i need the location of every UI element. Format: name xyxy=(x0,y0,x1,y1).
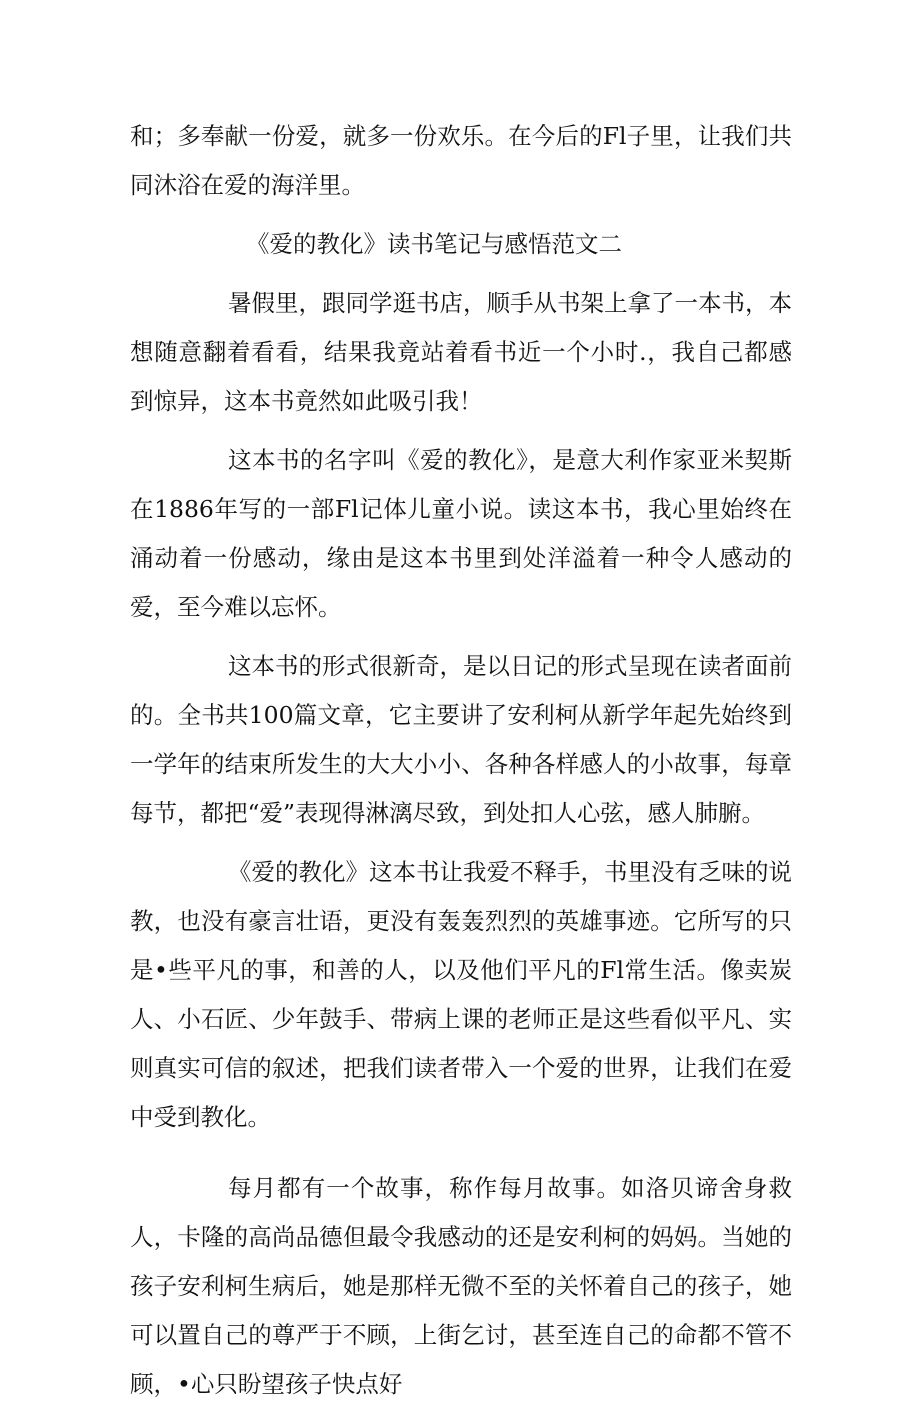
paragraph-5: 每月都有一个故事，称作每月故事。如洛贝谛舍身救人，卡隆的高尚品德但最令我感动的还是安利柯的妈妈。当她的孩子安利柯生病后，她是那样无微不至的关怀着自己的孩子，她可以置自己的尊严于不顾，上街乞讨，甚至连自己的命都不管不顾，•心只盼望孩子快点好 xyxy=(130,1174,792,1398)
paragraph-gap xyxy=(130,1142,792,1164)
paragraph-continued: 和；多奉献一份爱，就多一份欢乐。在今后的Fl子里，让我们共同沐浴在爱的海洋里。 xyxy=(130,122,792,199)
paragraph-3: 这本书的形式很新奇，是以日记的形式呈现在读者面前的。全书共100篇文章，它主要讲了安利柯从新学年起先始终到一学年的结束所发生的大大小小、各种各样感人的小故事，每章每节，都把“爱”表现得淋漓尽致，到处扣人心弦，感人肺腑。 xyxy=(130,652,792,827)
paragraph-gap xyxy=(130,632,792,642)
paragraph-1: 暑假里，跟同学逛书店，顺手从书架上拿了一本书，本想随意翻着看看，结果我竟站着看书近一个小时.，我自己都感到惊异，这本书竟然如此吸引我！ xyxy=(130,289,792,415)
paragraph-2: 这本书的名字叫《爱的教化》，是意大利作家亚米契斯在1886年写的一部Fl记体儿童小说。读这本书，我心里始终在涌动着一份感动，缘由是这本书里到处洋溢着一种令人感动的爱，至今难以忘怀。 xyxy=(130,446,792,621)
paragraph-4: 《爱的教化》这本书让我爱不释手，书里没有乏味的说教，也没有豪言壮语，更没有轰轰烈烈的英雄事迹。它所写的只是•些平凡的事，和善的人，以及他们平凡的Fl常生活。像卖炭人、小石匠、少年鼓手、带病上课的老师正是这些看似平凡、实则真实可信的叙述，把我们读者带入一个爱的世界，让我们在爱中受到教化。 xyxy=(130,858,792,1131)
section-title: 《爱的教化》读书笔记与感悟范文二 xyxy=(246,230,622,258)
paragraph-gap xyxy=(130,426,792,436)
paragraph-gap xyxy=(130,838,792,848)
